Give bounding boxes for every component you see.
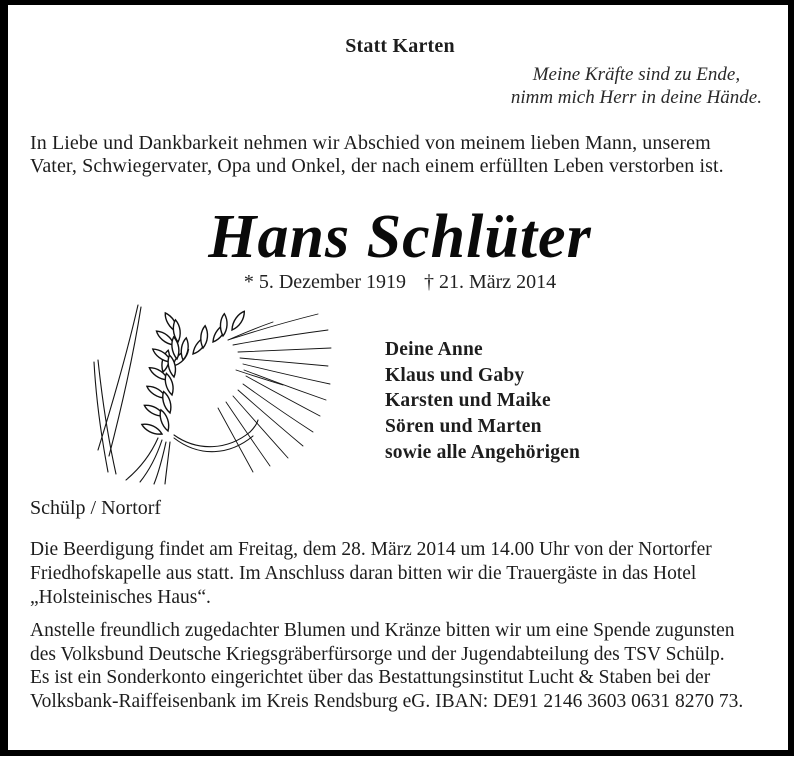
memorial-verse — [511, 63, 762, 109]
mourner-line: Deine Anne — [385, 339, 483, 360]
donation-line: des Volksbund Deutsche Kriegsgräberfürsorge und der Jugendabteilung des TSV Schülp. — [30, 643, 725, 665]
pre-header: Statt Karten — [345, 35, 455, 57]
mourners-list — [385, 337, 580, 466]
intro-line: Vater, Schwiegervater, Opa und Onkel, der nach einem erfüllten Leben verstorben ist. — [30, 155, 724, 177]
mourner-line: Klaus und Gaby — [385, 364, 525, 386]
deceased-name: Hans Schlüter — [208, 203, 592, 271]
donation-line: Anstelle freundlich zugedachter Blumen und Kränze bitten wir um eine Spende zugunsten — [30, 620, 735, 641]
birth-date: * 5. Dezember 1919 — [243, 271, 406, 293]
funeral-line: „Holsteinisches Haus“. — [30, 587, 211, 608]
death-date: † 21. März 2014 — [423, 271, 557, 293]
life-dates — [0, 271, 800, 294]
donation-paragraph — [30, 619, 743, 714]
funeral-line: Die Beerdigung findet am Freitag, dem 28. März 2014 um 14.00 Uhr von der Nortorfer — [30, 539, 712, 560]
intro-paragraph — [30, 132, 724, 178]
mourner-line: Karsten und Maike — [385, 390, 551, 412]
verse-line: Meine Kräfte sind zu Ende, — [532, 64, 741, 85]
donation-line: Es ist ein Sonderkonto eingerichtet über das Bestattungsinstitut Lucht & Staben bei der — [30, 667, 711, 689]
funeral-paragraph — [30, 538, 712, 610]
verse-line: nimm mich Herr in deine Hände. — [510, 87, 762, 108]
mourner-line: sowie alle Angehörigen — [385, 441, 581, 463]
donation-line: Volksbank-Raiffeisenbank im Kreis Rendsburg eG. IBAN: DE91 2146 3603 0631 8270 73. — [30, 691, 744, 713]
funeral-line: Friedhofskapelle aus statt. Im Anschluss daran bitten wir die Trauergäste in das Hotel — [30, 563, 697, 584]
mourner-line: Sören und Marten — [385, 416, 542, 438]
intro-line: In Liebe und Dankbarkeit nehmen wir Abschied von meinem lieben Mann, unserem — [30, 132, 711, 154]
location-line: Schülp / Nortorf — [30, 497, 162, 519]
wheat-ears-illustration — [78, 300, 333, 485]
